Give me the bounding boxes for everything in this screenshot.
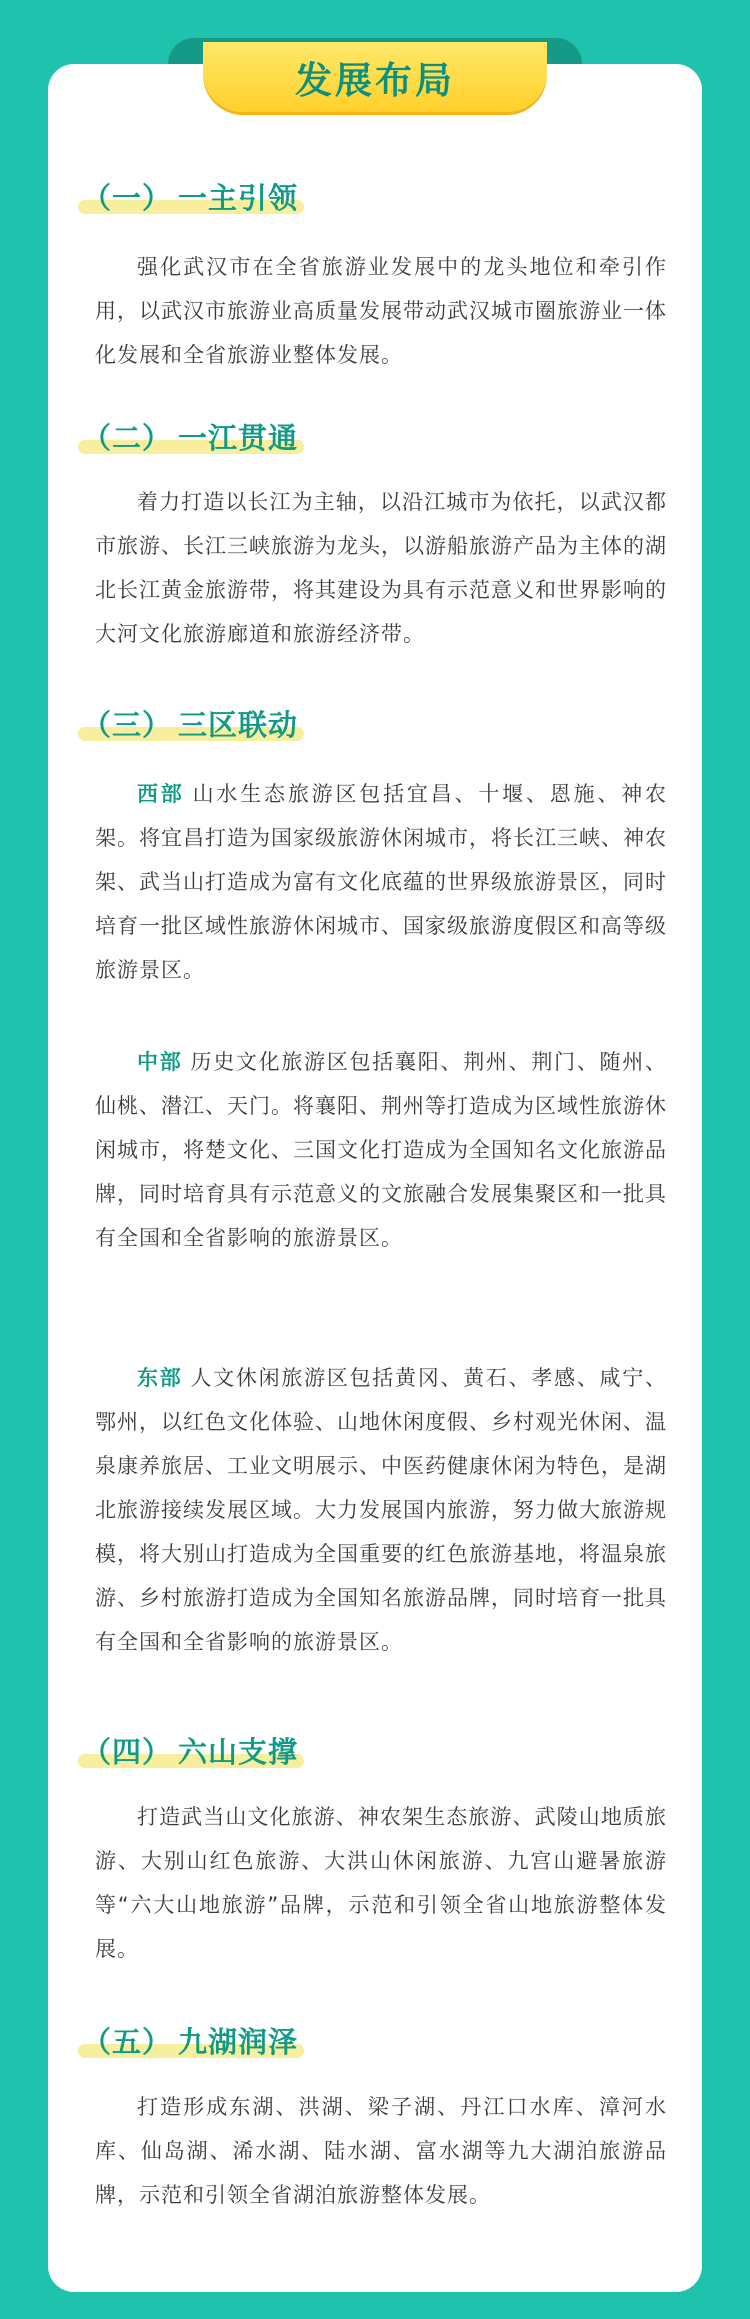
region-paragraph-central: 中部 历史文化旅游区包括襄阳、荆州、荆门、随州、仙桃、潜江、天门。将襄阳、荆州等打造成为区域性旅游休闲城市，将楚文化、三国文化打造成为全国知名文化旅游品牌，同时培育具有示范意义的文旅融合发展集聚区和一批具有全国和全省影响的旅游景区。 xyxy=(95,1050,668,1250)
page-title: 发展布局 xyxy=(295,59,455,102)
region-label: 中部 xyxy=(137,1050,183,1074)
section-heading-4 xyxy=(82,1730,298,1770)
region-label: 西部 xyxy=(137,782,185,806)
section-title: 九湖润泽 xyxy=(178,2024,299,2059)
section-number: （四） xyxy=(82,1734,173,1769)
section-title: 六山支撑 xyxy=(178,1734,299,1769)
section-paragraph: 打造形成东湖、洪湖、梁子湖、丹江口水库、漳河水库、仙岛湖、浠水湖、陆水湖、富水湖等九大湖泊旅游品牌，示范和引领全省湖泊旅游整体发展。 xyxy=(95,2095,667,2207)
section-number: （二） xyxy=(82,420,173,455)
section-paragraph: 强化武汉市在全省旅游业发展中的龙头地位和牵引作用，以武汉市旅游业高质量发展带动武汉城市圈旅游业一体化发展和全省旅游业整体发展。 xyxy=(95,255,667,367)
title-banner xyxy=(203,42,547,112)
section-paragraph: 打造武当山文化旅游、神农架生态旅游、武陵山地质旅游、大别山红色旅游、大洪山休闲旅游、九宫山避暑旅游等“六大山地旅游”品牌，示范和引领全省山地旅游整体发展。 xyxy=(95,1805,667,1961)
section-number: （五） xyxy=(82,2024,173,2059)
section-heading-1 xyxy=(82,176,298,216)
region-label: 东部 xyxy=(137,1366,183,1390)
section-title: 一江贯通 xyxy=(178,420,299,455)
section-title: 一主引领 xyxy=(178,180,299,215)
section-heading-2 xyxy=(82,416,298,456)
section-paragraph: 着力打造以长江为主轴，以沿江城市为依托，以武汉都市旅游、长江三峡旅游为龙头，以游船旅游产品为主体的湖北长江黄金旅游带，将其建设为具有示范意义和世界影响的大河文化旅游廊道和旅游经济带。 xyxy=(95,490,667,646)
section-number: （三） xyxy=(82,707,173,742)
region-paragraph-east: 东部 人文休闲旅游区包括黄冈、黄石、孝感、咸宁、鄂州，以红色文化体验、山地休闲度假、乡村观光休闲、温泉康养旅居、工业文明展示、中医药健康休闲为特色，是湖北旅游接续发展区域。大力发展国内旅游，努力做大旅游规模，将大别山打造成为全国重要的红色旅游基地，将温泉旅游、乡村旅游打造成为全国知名旅游品牌，同时培育一批具有全国和全省影响的旅游景区。 xyxy=(95,1366,668,1654)
section-heading-5 xyxy=(82,2020,298,2060)
region-paragraph-west: 西部 山水生态旅游区包括宜昌、十堰、恩施、神农架。将宜昌打造为国家级旅游休闲城市，将长江三峡、神农架、武当山打造成为富有文化底蕴的世界级旅游景区，同时培育一批区域性旅游休闲城市、国家级旅游度假区和高等级旅游景区。 xyxy=(95,782,668,982)
section-heading-3 xyxy=(82,703,298,743)
section-title: 三区联动 xyxy=(178,707,299,742)
section-number: （一） xyxy=(82,180,173,215)
